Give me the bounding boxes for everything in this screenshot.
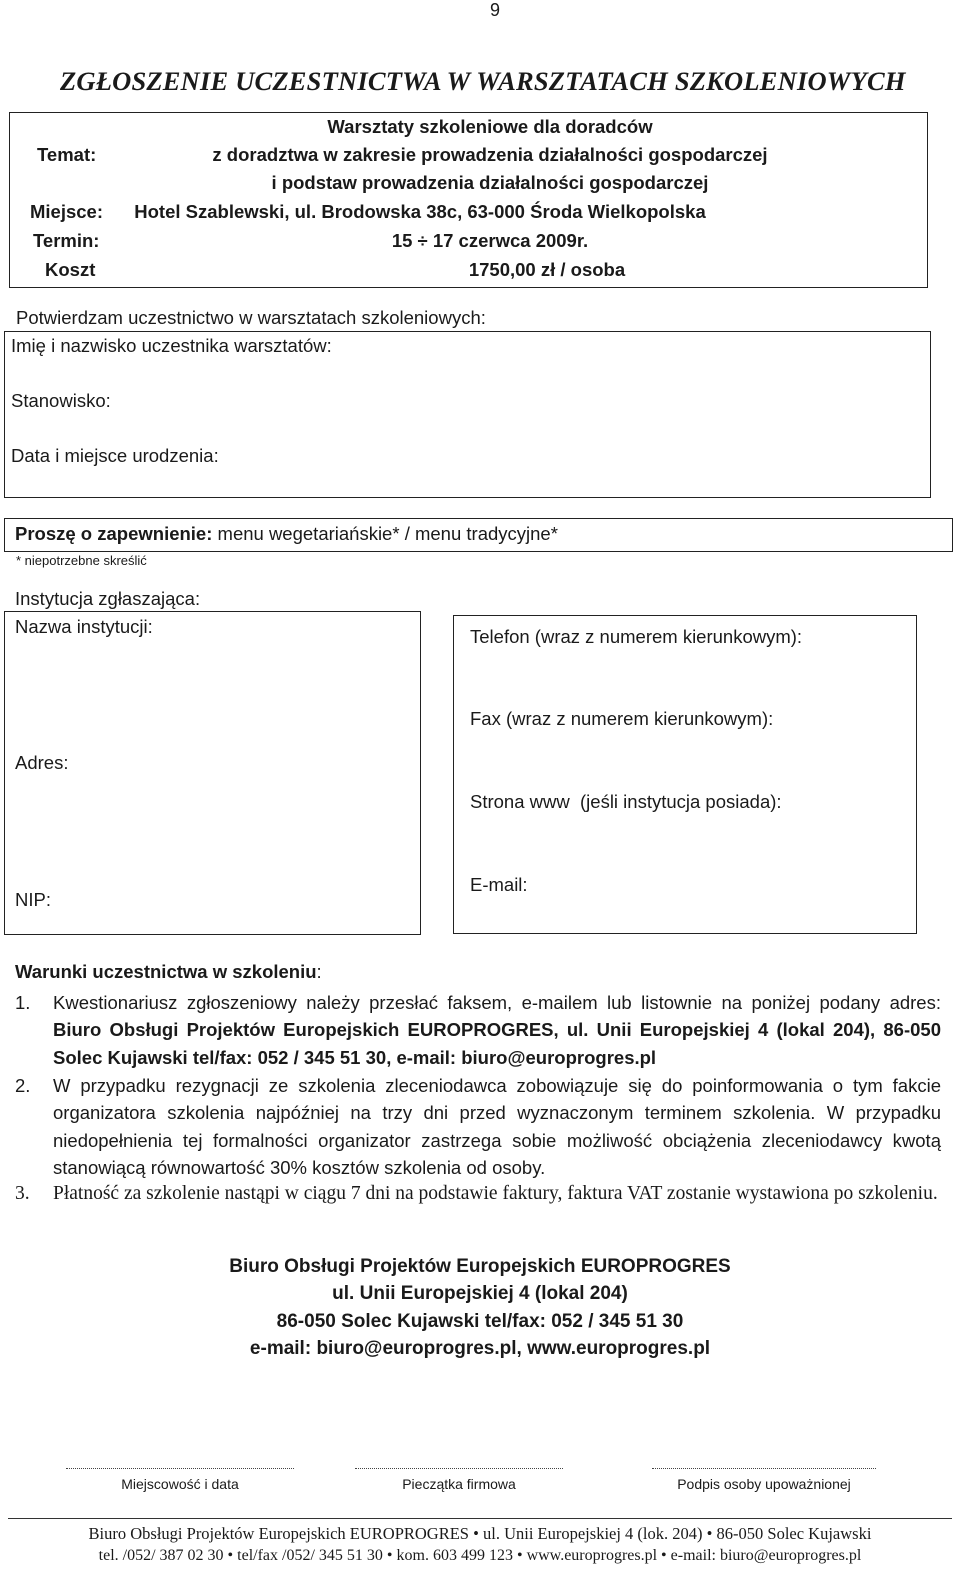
contact-line-3: 86-050 Solec Kujawski tel/fax: 052 / 345 51 30	[276, 1311, 684, 1332]
condition-number: 3.	[15, 1183, 30, 1204]
menu-footnote: * niepotrzebne skreślić	[16, 553, 147, 568]
condition-text-plain: Kwestionariusz zgłoszeniowy należy przesłać faksem, e-mailem lub listownie na poniżej podany adres:	[53, 992, 941, 1013]
www-label: Strona www (jeśli instytucja posiada):	[470, 791, 782, 812]
stamp-label: Pieczątka firmowa	[402, 1476, 516, 1492]
condition-item-3	[15, 1181, 941, 1207]
signature-dotted-line	[652, 1468, 876, 1469]
conditions-heading-text: Warunki uczestnictwa w szkoleniu	[15, 961, 317, 982]
footer-line-1: Biuro Obsługi Projektów Europejskich EUROPROGRES • ul. Unii Europejskiej 4 (lok. 204) • 86-050 Solec Kujawski	[88, 1524, 872, 1543]
phone-label: Telefon (wraz z numerem kierunkowym):	[470, 626, 803, 647]
condition-text	[53, 989, 941, 1071]
miejsce-value: Hotel Szablewski, ul. Brodowska 38c, 63-000 Środa Wielkopolska	[134, 201, 706, 222]
birth-label: Data i miejsce urodzenia:	[11, 445, 219, 466]
signature-label: Podpis osoby upoważnionej	[677, 1476, 851, 1492]
document-title: ZGŁOSZENIE UCZESTNICTWA W WARSZTATACH SZKOLENIOWYCH	[60, 66, 906, 96]
termin-value: 15 ÷ 17 czerwca 2009r.	[391, 230, 589, 251]
contact-line-2: ul. Unii Europejskiej 4 (lokal 204)	[332, 1283, 628, 1304]
contact-line-1: Biuro Obsługi Projektów Europejskich EUROPROGRES	[229, 1256, 731, 1277]
menu-options: menu wegetariańskie* / menu tradycyjne*	[217, 523, 558, 544]
institution-heading: Instytucja zgłaszająca:	[15, 588, 201, 609]
temat-line-1: Warsztaty szkoleniowe dla doradców	[327, 116, 653, 137]
condition-text-bold: Biuro Obsługi Projektów Europejskich EUROPROGRES, ul. Unii Europejskiej 4 (lokal 204), 86-050 Solec Kujawski tel/fax: 052 / 345 51 30, e-mail: biuro@europrogres.pl	[53, 1019, 941, 1068]
temat-line-3: i podstaw prowadzenia działalności gospodarczej	[271, 172, 709, 193]
koszt-label: Koszt	[45, 259, 96, 280]
menu-line	[15, 523, 558, 545]
temat-label: Temat:	[37, 144, 97, 165]
footer-line-2: tel. /052/ 387 02 30 • tel/fax /052/ 345 51 30 • kom. 603 499 123 • www.europrogres.pl • e-mail: biuro@europrogres.pl	[98, 1547, 862, 1564]
page-number: 9	[489, 0, 500, 20]
condition-text: W przypadku rezygnacji ze szkolenia zleceniodawca zobowiązuje się do poinformowania o tym fakcie organizatora szkolenia najpóźniej na trzy dni przed wyznaczonym terminem szkolenia. W przypadku niedopełnienia tej formalności organizator zastrzega sobie możliwość obciążenia zleceniodawcy kwotą stanowiącą równowartość 30% kosztów szkolenia od osoby.	[53, 1075, 941, 1179]
condition-item-1	[15, 989, 941, 1071]
participant-name-label: Imię i nazwisko uczestnika warsztatów:	[11, 335, 332, 356]
condition-item-2	[15, 1072, 941, 1182]
conditions-heading-colon: :	[316, 961, 322, 982]
menu-label: Proszę o zapewnienie:	[15, 523, 213, 544]
condition-text: Płatność za szkolenie nastąpi w ciągu 7 dni na podstawie faktury, faktura VAT zostanie wystawiona po szkoleniu.	[53, 1183, 938, 1204]
email-label: E-mail:	[470, 874, 528, 895]
condition-number: 2.	[15, 1075, 31, 1096]
fax-label: Fax (wraz z numerem kierunkowym):	[470, 708, 774, 729]
condition-number: 1.	[15, 992, 31, 1013]
contact-line-4: e-mail: biuro@europrogres.pl, www.europrogres.pl	[249, 1338, 711, 1359]
footer-rule	[8, 1518, 952, 1519]
koszt-value: 1750,00 zł / osoba	[468, 259, 626, 280]
position-label: Stanowisko:	[11, 390, 111, 411]
place-date-label: Miejscowość i data	[121, 1476, 239, 1492]
conditions-heading	[15, 961, 322, 983]
termin-label: Termin:	[33, 230, 100, 251]
address-label: Adres:	[15, 752, 69, 773]
place-date-dotted-line	[66, 1468, 294, 1469]
nip-label: NIP:	[15, 889, 51, 910]
miejsce-label: Miejsce:	[30, 201, 104, 222]
institution-name-label: Nazwa instytucji:	[15, 616, 153, 637]
stamp-dotted-line	[355, 1468, 563, 1469]
temat-line-2: z doradztwa w zakresie prowadzenia działalności gospodarczej	[212, 144, 768, 165]
confirm-text: Potwierdzam uczestnictwo w warsztatach szkoleniowych:	[16, 307, 486, 328]
